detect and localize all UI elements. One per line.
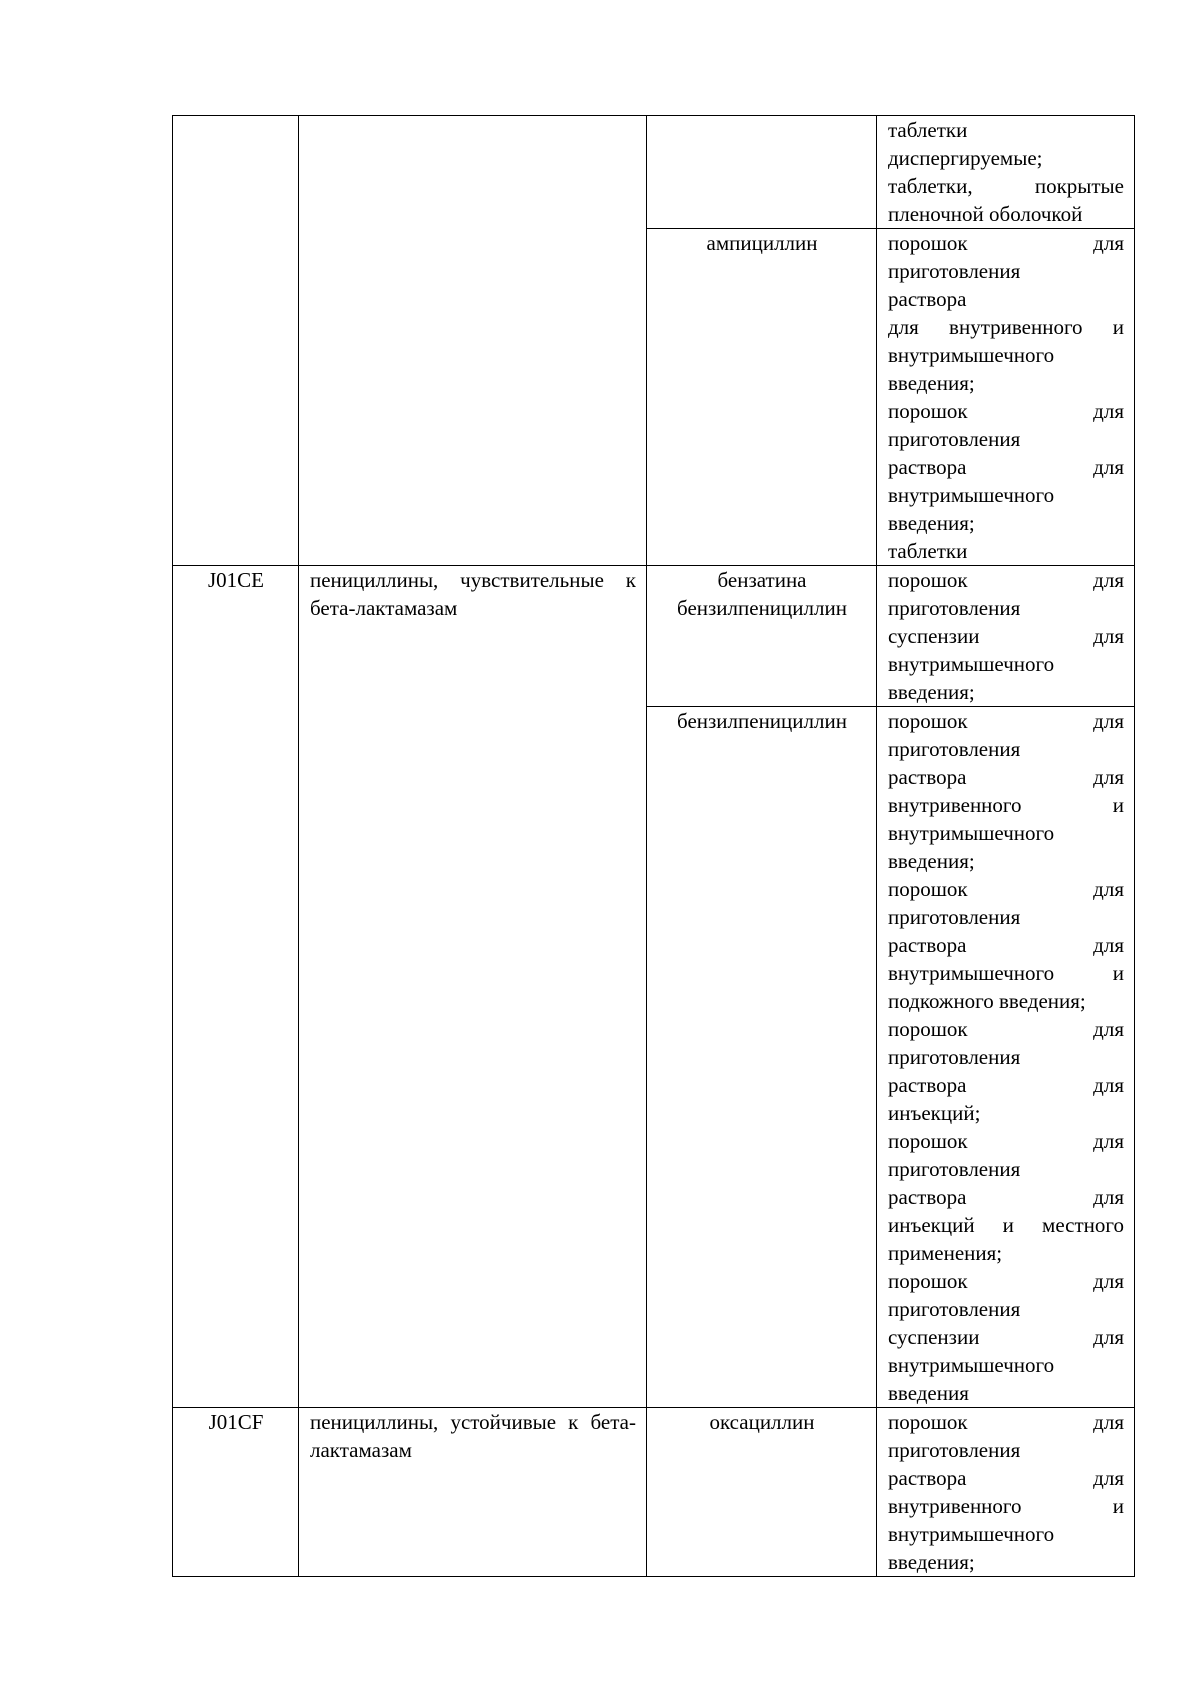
dosage-form-line: раствора для [888,1185,1124,1209]
dosage-form-line: таблетки [888,118,968,142]
dosage-form-line: приготовления [888,427,1021,451]
dosage-form-line: применения; [888,1241,1003,1265]
dosage-form-line: раствора [888,287,967,311]
dosage-form-line: суспензии для [888,624,1124,648]
dosage-form-line: внутримышечного [888,652,1055,676]
dosage-form-line: суспензии для [888,1325,1124,1349]
atc-code-cell: J01CF [173,1408,299,1577]
dosage-form-cell [877,566,1135,707]
dosage-form-cell [877,229,1135,566]
dosage-form-line: инъекций и местного [888,1213,1124,1237]
drug-name-cell [647,116,877,229]
dosage-form-line: внутримышечного [888,343,1055,367]
dosage-form-line: инъекций; [888,1101,981,1125]
dosage-form-line: приготовления [888,1297,1021,1321]
table-row [173,116,1135,229]
dosage-form-line: введения; [888,849,975,873]
dosage-form-line: порошок для [888,1410,1124,1434]
dosage-form-line: раствора для [888,765,1124,789]
dosage-form-line: подкожного введения; [888,989,1086,1013]
dosage-form-line: введения; [888,1550,975,1574]
dosage-form-line: введения; [888,680,975,704]
table-row [173,566,1135,707]
dosage-form-line: введения; [888,371,975,395]
dosage-form-line: внутримышечного [888,821,1055,845]
dosage-form-line: приготовления [888,596,1021,620]
drug-name-cell: бензилпенициллин [647,707,877,1408]
dosage-form-line: порошок для [888,399,1124,423]
dosage-form-line: приготовления [888,259,1021,283]
drug-name-cell: оксациллин [647,1408,877,1577]
drug-name-cell: бензатина бензилпенициллин [647,566,877,707]
dosage-form-line: введения [888,1381,969,1405]
dosage-form-line: порошок для [888,231,1124,255]
dosage-form-line: порошок для [888,1017,1124,1041]
dosage-form-line: порошок для [888,1269,1124,1293]
dosage-form-line: приготовления [888,1045,1021,1069]
dosage-form-line: таблетки [888,539,968,563]
dosage-form-line: таблетки, покрытые [888,174,1124,198]
dosage-form-line: внутривенного и [888,793,1124,817]
dosage-form-line: порошок для [888,568,1124,592]
dosage-form-line: внутримышечного [888,1522,1055,1546]
dosage-form-line: диспергируемые; [888,146,1043,170]
atc-code-cell: J01CE [173,566,299,1408]
dosage-form-cell [877,1408,1135,1577]
dosage-form-line: приготовления [888,737,1021,761]
dosage-form-line: приготовления [888,1438,1021,1462]
drug-table [172,115,1135,1577]
dosage-form-line: раствора для [888,1466,1124,1490]
dosage-form-line: порошок для [888,877,1124,901]
dosage-form-line: раствора для [888,1073,1124,1097]
dosage-form-line: пленочной оболочкой [888,202,1083,226]
table-row [173,1408,1135,1577]
dosage-form-line: раствора для [888,933,1124,957]
dosage-form-cell [877,707,1135,1408]
dosage-form-line: внутривенного и [888,1494,1124,1518]
dosage-form-line: порошок для [888,709,1124,733]
dosage-form-line: приготовления [888,905,1021,929]
dosage-form-line: внутримышечного и [888,961,1124,985]
group-name-cell [299,116,647,566]
dosage-form-cell [877,116,1135,229]
dosage-form-line: для внутривенного и [888,315,1124,339]
dosage-form-line: внутримышечного [888,483,1055,507]
dosage-form-line: приготовления [888,1157,1021,1181]
dosage-form-line: введения; [888,511,975,535]
group-name-cell: пенициллины, устойчивые к бета-лактамазам [299,1408,647,1577]
dosage-form-line: порошок для [888,1129,1124,1153]
group-name-cell: пенициллины, чувствительные к бета-лактамазам [299,566,647,1408]
atc-code-cell [173,116,299,566]
dosage-form-line: внутримышечного [888,1353,1055,1377]
drug-name-cell: ампициллин [647,229,877,566]
dosage-form-line: раствора для [888,455,1124,479]
